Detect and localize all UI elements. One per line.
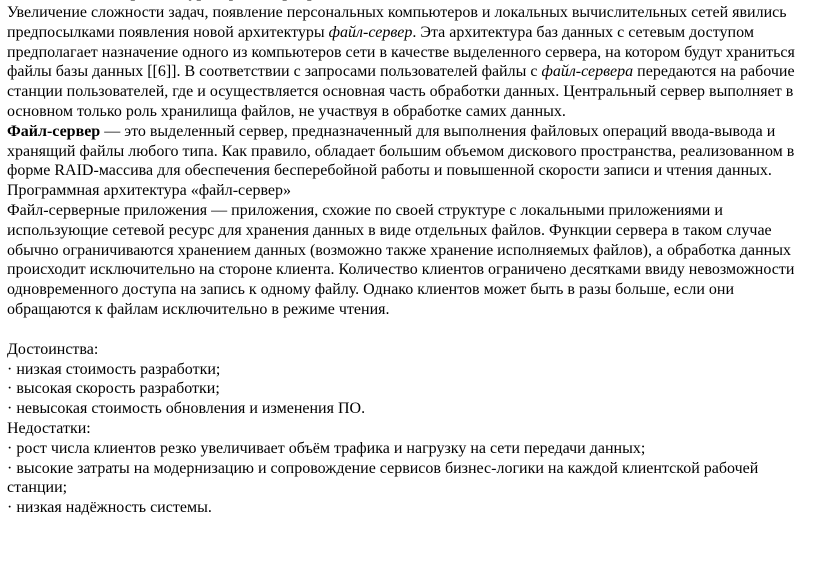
- definition-text: — это выделенный сервер, предназначенный для выполнения файловых операций ввода-вывода и хранящий файлы любого типа. Как правило, обладает большим объемом дискового пространства, реализованном в форме RAID-массива для обеспечения бесперебойной работы и повышенной скорости записи и чтения данных.: [7, 122, 795, 180]
- disadvantages-heading: Недостатки:: [7, 419, 91, 437]
- paragraph-intro-part1: Увеличение сложности задач, появление персональных компьютеров и локальных вычислительных сетей явились предпосылками появления новой архитектуры: [7, 4, 787, 41]
- advantage-item: · низкая стоимость разработки;: [7, 360, 221, 378]
- bold-term-file-server: Файл-сервер: [7, 122, 101, 140]
- disadvantage-item: · высокие затраты на модернизацию и сопровождение сервисов бизнес-логики на каждой клиентской рабочей станции;: [7, 459, 759, 497]
- advantage-item: · высокая скорость разработки;: [7, 380, 220, 398]
- paragraph-intro-part3: передаются на рабочие станции пользователей, где и осуществляется основная часть обработки данных. Центральный сервер выполняет в основном только роль хранилища файлов, не участвуя в обработке самих данных.: [7, 63, 795, 120]
- blank-line: [7, 320, 817, 340]
- paragraph-intro: [7, 3, 817, 122]
- paragraph-definition: [7, 122, 817, 181]
- disadvantage-item: · рост числа клиентов резко увеличивает объём трафика и нагрузку на сети передачи данных;: [7, 439, 646, 457]
- advantages-heading: Достоинства:: [7, 340, 99, 358]
- paragraph-intro-part2: . Эта архитектура баз данных с сетевым доступом предполагает назначение одного из компьютеров сети в качестве выделенного сервера, на котором будут храниться файлы базы данных [[6]]. В соответствии с запросами пользователей файлы с: [7, 23, 795, 81]
- section-heading-cut-off: [7, 0, 817, 3]
- document-body: [7, 0, 817, 518]
- italic-term-file-server-genitive: файл-сервера: [541, 63, 634, 81]
- section-heading-text: [119, 0, 324, 3]
- disadvantage-item: · низкая надёжность системы.: [7, 499, 212, 517]
- paragraph-architecture-title: Программная архитектура «файл-сервер»: [7, 182, 291, 200]
- advantage-item: · невысокая стоимость обновления и изменения ПО.: [7, 400, 366, 418]
- paragraph-applications: Файл-серверные приложения — приложения, схожие по своей структуре с локальными приложениями и использующие сетевой ресурс для хранения данных в виде отдельных файлов. Функции сервера в таком случае обычно ограничиваются хранением данных (возможно также хранение исполняемых файлов), а обработка данных происходит исключительно на стороне клиента. Количество клиентов ограничено десятками ввиду невозможности одновременного доступа на запись к одному файлу. Однако клиентов может быть в разы больше, если они обращаются к файлам исключительно в режиме чтения.: [7, 201, 795, 318]
- italic-term-file-server: файл-сервер: [328, 23, 413, 41]
